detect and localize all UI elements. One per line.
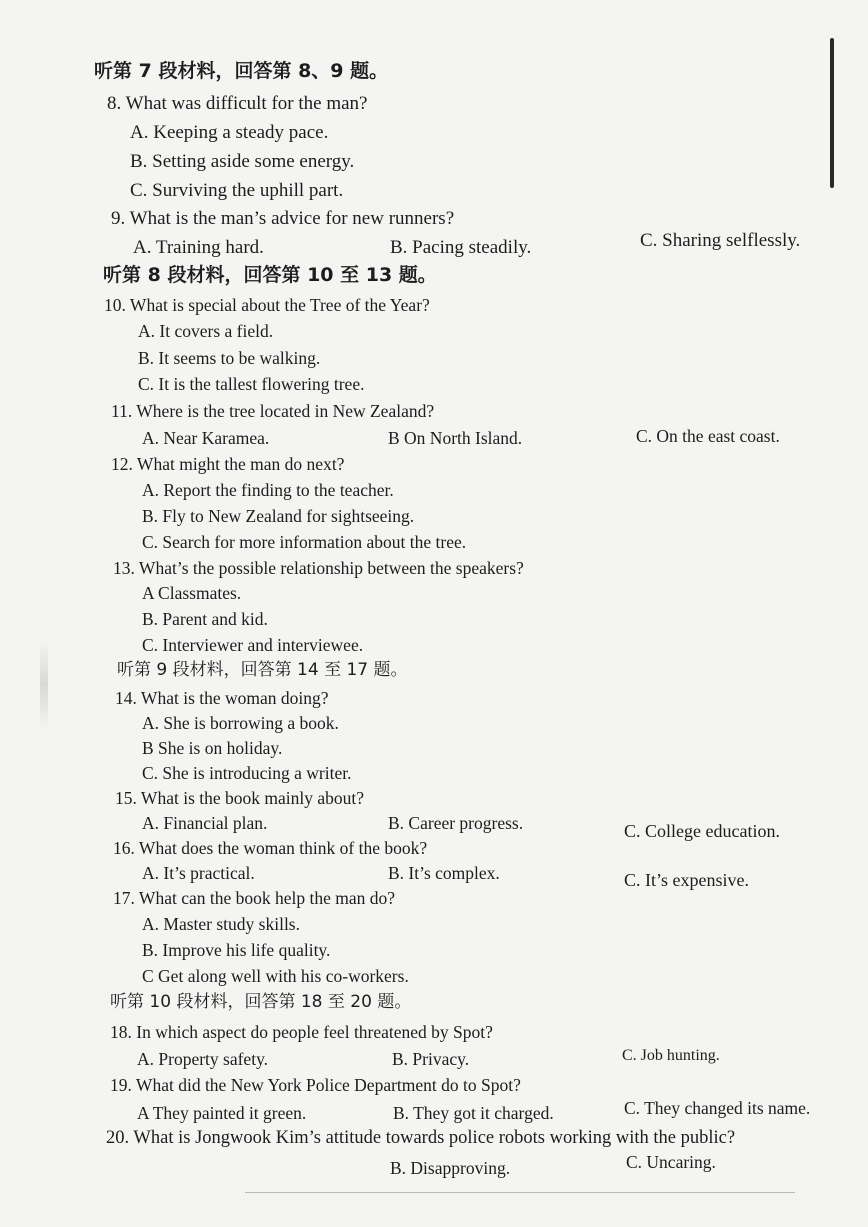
- option-a: A They painted it green.: [137, 1103, 307, 1123]
- question-stem: 11. Where is the tree located in New Zealand?: [111, 401, 435, 421]
- option-a: A. Master study skills.: [142, 914, 300, 934]
- option-a: A. It covers a field.: [138, 321, 274, 341]
- question-stem: 8. What was difficult for the man?: [107, 93, 368, 114]
- question-stem: 14. What is the woman doing?: [115, 688, 329, 708]
- option-c: C. They changed its name.: [624, 1098, 811, 1118]
- question-stem: 19. What did the New York Police Department do to Spot?: [110, 1075, 521, 1095]
- page-bottom-rule: [245, 1192, 795, 1193]
- option-a: A. Financial plan.: [142, 813, 268, 833]
- option-b: B. Setting aside some energy.: [130, 151, 355, 172]
- option-c: C. Uncaring.: [626, 1152, 716, 1172]
- question-stem: 20. What is Jongwook Kim’s attitude towards police robots working with the public?: [106, 1128, 736, 1148]
- option-a: A. Keeping a steady pace.: [130, 122, 329, 143]
- option-b: B. It’s complex.: [388, 863, 500, 883]
- option-b: B. It seems to be walking.: [138, 348, 321, 368]
- question-stem: 9. What is the man’s advice for new runners?: [111, 208, 455, 229]
- margin-line: [830, 38, 834, 188]
- section-header: 听第 10 段材料，回答第 18 至 20 题。: [110, 992, 412, 1012]
- scan-smudge: [40, 640, 48, 730]
- option-c: C. Job hunting.: [622, 1047, 720, 1064]
- option-b: B. Parent and kid.: [142, 609, 268, 629]
- option-b: B. Improve his life quality.: [142, 940, 331, 960]
- option-b: B. Pacing steadily.: [390, 237, 532, 258]
- option-a: A Classmates.: [142, 583, 242, 603]
- option-b: B. Career progress.: [388, 813, 524, 833]
- question-stem: 10. What is special about the Tree of the Year?: [104, 295, 430, 315]
- question-stem: 13. What’s the possible relationship between the speakers?: [113, 558, 524, 578]
- option-a: A. She is borrowing a book.: [142, 713, 339, 733]
- option-b: B. Disapproving.: [390, 1158, 511, 1178]
- option-c: C. She is introducing a writer.: [142, 763, 352, 783]
- question-stem: 12. What might the man do next?: [111, 454, 345, 474]
- option-c: C. On the east coast.: [636, 426, 780, 446]
- option-a: A. Report the finding to the teacher.: [142, 480, 394, 500]
- option-c: C. College education.: [624, 821, 780, 841]
- option-a: A. Property safety.: [137, 1049, 269, 1069]
- option-a: A. Near Karamea.: [142, 428, 270, 448]
- option-c: C. It is the tallest flowering tree.: [138, 374, 365, 394]
- option-b: B. They got it charged.: [393, 1103, 554, 1123]
- question-stem: 15. What is the book mainly about?: [115, 788, 365, 808]
- option-a: A. It’s practical.: [142, 863, 255, 883]
- section-header: 听第 7 段材料，回答第 8、9 题。: [94, 60, 389, 82]
- option-b: B. Fly to New Zealand for sightseeing.: [142, 506, 415, 526]
- option-b: B. Privacy.: [392, 1049, 470, 1069]
- section-header: 听第 8 段材料，回答第 10 至 13 题。: [103, 264, 437, 286]
- option-c: C. Surviving the uphill part.: [130, 180, 344, 201]
- option-c: C Get along well with his co-workers.: [142, 966, 409, 986]
- option-a: A. Training hard.: [133, 237, 264, 258]
- option-c: C. Sharing selflessly.: [640, 230, 801, 251]
- question-stem: 16. What does the woman think of the book?: [113, 838, 428, 858]
- option-c: C. Interviewer and interviewee.: [142, 635, 364, 655]
- option-b: B On North Island.: [388, 428, 523, 448]
- question-stem: 18. In which aspect do people feel threatened by Spot?: [110, 1022, 493, 1042]
- option-b: B She is on holiday.: [142, 738, 283, 758]
- section-header: 听第 9 段材料，回答第 14 至 17 题。: [117, 660, 408, 680]
- option-c: C. It’s expensive.: [624, 870, 749, 890]
- question-stem: 17. What can the book help the man do?: [113, 888, 396, 908]
- option-c: C. Search for more information about the tree.: [142, 532, 467, 552]
